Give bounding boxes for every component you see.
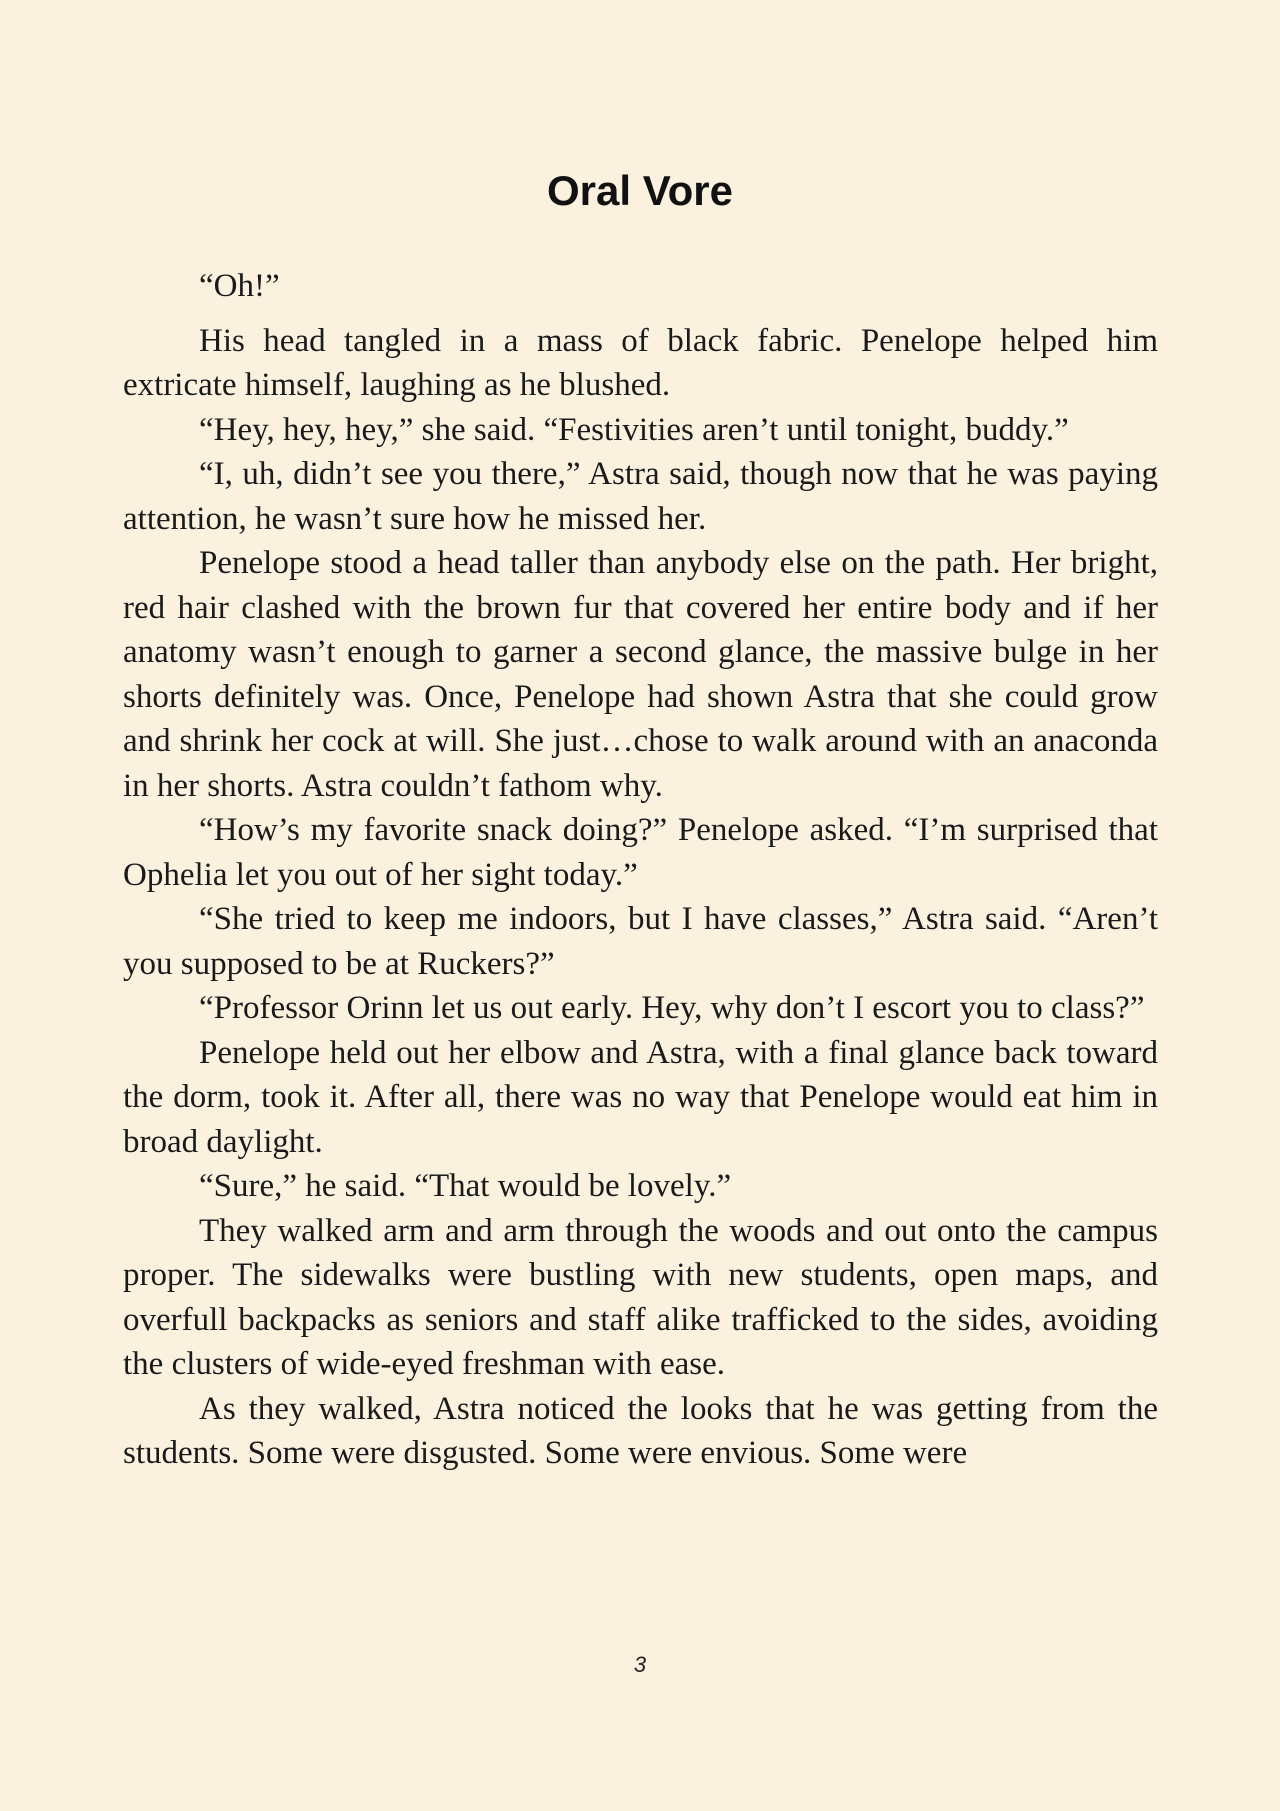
paragraph: “Sure,” he said. “That would be lovely.” bbox=[199, 1168, 732, 1204]
paragraph: “I, uh, didn’t see you there,” Astra said, though now that he was paying attention, he wasn’t sure how he missed her. bbox=[123, 456, 1158, 537]
paragraph: “She tried to keep me indoors, but I have classes,” Astra said. “Aren’t you supposed to be at Ruckers?” bbox=[123, 901, 1158, 982]
paragraph: “Oh!” bbox=[199, 268, 280, 304]
paragraph: His head tangled in a mass of black fabric. Penelope helped him extricate himself, laughing as he blushed. bbox=[123, 322, 1158, 403]
chapter-title: Oral Vore bbox=[547, 167, 733, 214]
paragraph: Penelope stood a head taller than anybody else on the path. Her bright, red hair clashed with the brown fur that covered her entire body and if her anatomy wasn’t enough to garner a second glance, the massive bulge in her shorts definitely was. Once, Penelope had shown Astra that she could grow and shrink her cock at will. She just…chose to walk around with an anaconda in her shorts. Astra couldn’t fathom why. bbox=[123, 545, 1158, 804]
page-number: 3 bbox=[633, 1652, 647, 1677]
paragraph: As they walked, Astra noticed the looks that he was getting from the students. Some were disgusted. Some were envious. Some were bbox=[123, 1390, 1158, 1471]
body-text bbox=[123, 264, 1158, 1476]
paragraph: “Hey, hey, hey,” she said. “Festivities aren’t until tonight, buddy.” bbox=[199, 411, 1069, 448]
paragraph: “Professor Orinn let us out early. Hey, why don’t I escort you to class?” bbox=[199, 990, 1145, 1026]
paragraph: They walked arm and arm through the woods and out onto the campus proper. The sidewalks were bustling with new students, open maps, and overfull backpacks as seniors and staff alike trafficked to the sides, avoiding the clusters of wide-eyed freshman with ease. bbox=[123, 1212, 1158, 1382]
paragraph: “How’s my favorite snack doing?” Penelope asked. “I’m surprised that Ophelia let you out of her sight today.” bbox=[123, 812, 1158, 893]
paragraph: Penelope held out her elbow and Astra, with a final glance back toward the dorm, took it. After all, there was no way that Penelope would eat him in broad daylight. bbox=[123, 1034, 1158, 1160]
